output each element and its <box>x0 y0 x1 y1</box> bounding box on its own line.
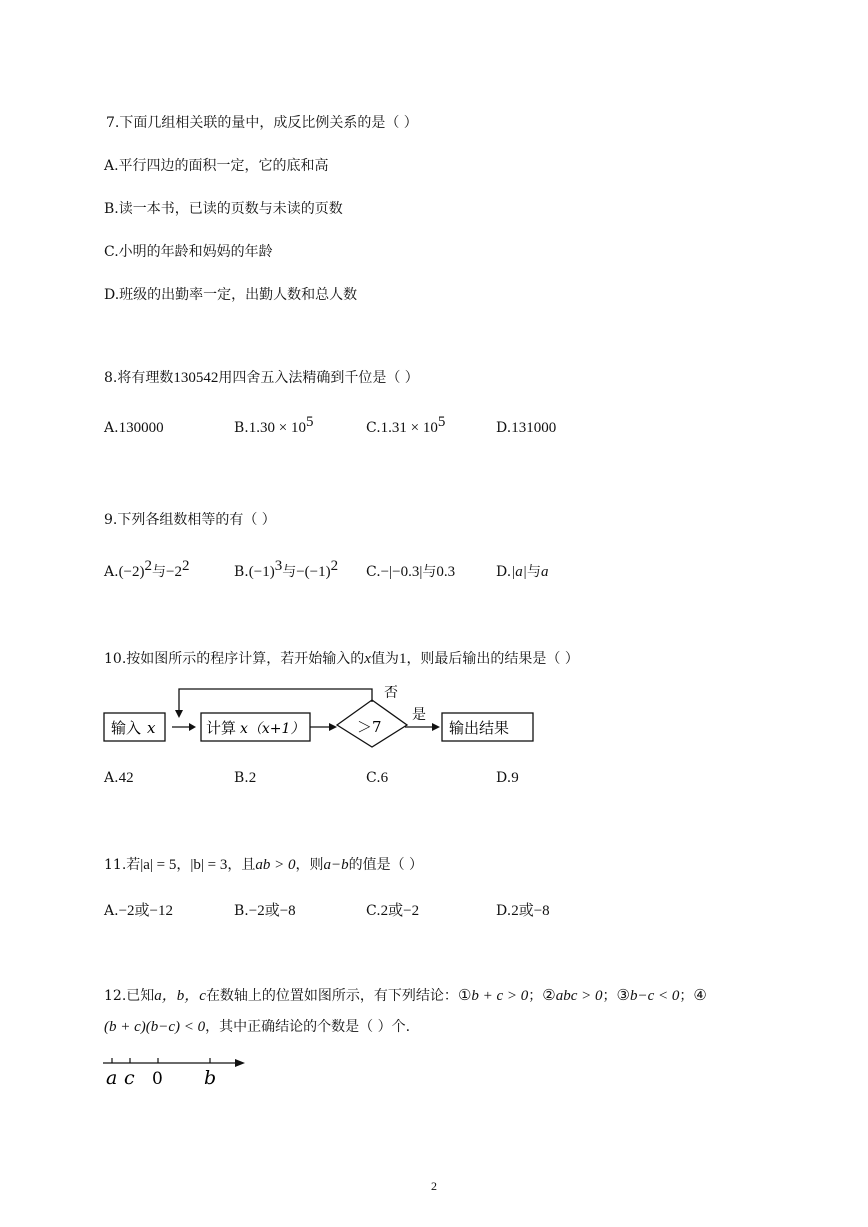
option-label: B. <box>234 420 249 436</box>
option-label: A. <box>104 420 119 436</box>
q11-stem-post: 的值是（ ） <box>348 857 424 873</box>
option-value: 131000 <box>511 420 557 436</box>
q11-option-c <box>366 899 419 920</box>
q10-option-d <box>496 770 519 787</box>
option-label: B. <box>234 564 249 580</box>
flow-arrowhead-1 <box>189 723 196 731</box>
exponent: 2 <box>144 558 153 574</box>
expr: (−1) <box>248 564 275 580</box>
option-label: C. <box>366 770 381 786</box>
q11-stem-pre: 11.若 <box>104 857 141 873</box>
expr: a <box>540 564 549 580</box>
label-a: a <box>106 1067 118 1089</box>
option-label: D. <box>496 770 512 786</box>
q8-option-d <box>496 420 556 437</box>
separator: ， <box>176 857 191 873</box>
loop-back-line <box>179 689 372 714</box>
conclusion-3: b−c < 0 <box>629 988 680 1004</box>
flow-output-text: 输出结果 <box>449 719 510 737</box>
q7-option-d: D.班级的出勤率一定，出勤人数和总人数 <box>104 287 358 303</box>
q7-stem: 7.下面几组相关联的量中，成反比例关系的是（ ） <box>106 115 418 131</box>
q10-stem-post: ，则最后输出的结果是（ ） <box>406 651 579 667</box>
flow-calc-text: 计算 <box>206 719 237 737</box>
exponent: 5 <box>305 414 314 430</box>
option-label: D. <box>496 420 512 436</box>
q12-stem-line1: 12.已知a，b，c在数轴上的位置如图所示，有下列结论：①b + c > 0；②abc > 0；③b−c < 0；④ <box>104 988 707 1004</box>
condition-3: ab > 0 <box>255 857 296 873</box>
expr: |a| <box>511 564 527 580</box>
option-value: 9 <box>511 770 519 786</box>
conclusion-2: abc > 0 <box>555 988 603 1004</box>
q11-stem <box>104 854 423 874</box>
expr: 0.3 <box>436 564 456 580</box>
condition-2: |b| = 3 <box>190 857 228 873</box>
option-value: 1.30 × 10 <box>248 420 306 436</box>
q8-option-b <box>234 414 314 437</box>
flow-condition-text: ＞7 <box>357 718 382 736</box>
conclusion-4: (b + c)(b−c) < 0 <box>104 1019 206 1035</box>
flow-yes-label: 是 <box>412 707 426 723</box>
q12-stem-line2 <box>104 1016 410 1036</box>
flow-arrowhead-2 <box>329 723 337 731</box>
flow-input-text: 输入 <box>111 719 142 737</box>
q8-stem-pre: 8.将有理数 <box>104 370 174 386</box>
option-value: 130000 <box>118 420 164 436</box>
flow-input-var: x <box>147 719 156 737</box>
q10-stem-mid: 值为 <box>370 651 399 667</box>
option-label: D. <box>496 564 512 580</box>
number: 1 <box>398 651 407 667</box>
variable: x <box>364 651 371 667</box>
conclusion-2-marker: ② <box>542 988 556 1004</box>
expression: a−b <box>323 857 349 873</box>
q11-option-d <box>496 899 550 920</box>
q8-stem <box>104 367 419 387</box>
expr: (−2) <box>118 564 145 580</box>
connector: 与 <box>282 564 297 580</box>
label-b: b <box>204 1067 217 1089</box>
connector: 与 <box>526 564 541 580</box>
exponent: 3 <box>274 558 283 574</box>
conclusion-3-marker: ③ <box>616 988 630 1004</box>
option-label: B. <box>234 770 249 786</box>
label-c: c <box>124 1067 135 1089</box>
conclusion-1: b + c > 0 <box>471 988 529 1004</box>
expr: −|−0.3| <box>380 564 423 580</box>
q7-option-c: C.小明的年龄和妈妈的年龄 <box>104 244 273 260</box>
option-label: A. <box>104 770 119 786</box>
exponent: 2 <box>181 558 190 574</box>
q12-stem-mid: 在数轴上的位置如图所示，有下列结论： <box>205 988 458 1004</box>
flow-no-label: 否 <box>384 685 398 701</box>
q7-option-a: A.平行四边的面积一定，它的底和高 <box>104 158 329 174</box>
condition-1: |a| = 5 <box>140 857 177 873</box>
option-value: 2 <box>248 770 257 786</box>
expr: −2 <box>166 564 182 580</box>
option-value: 2或−2 <box>380 903 420 919</box>
connector: 与 <box>152 564 167 580</box>
q9-stem: 9.下列各组数相等的有（ ） <box>104 512 276 528</box>
q10-option-c <box>366 770 388 787</box>
separator: ，则 <box>295 857 324 873</box>
q7-option-b: B.读一本书，已读的页数与未读的页数 <box>104 201 343 217</box>
q9-option-d <box>496 561 548 581</box>
option-value: 6 <box>380 770 389 786</box>
page-number: 2 <box>431 1179 437 1193</box>
option-label: A. <box>104 564 119 580</box>
option-label: C. <box>366 420 381 436</box>
q8-option-a <box>104 420 164 437</box>
q12-number-line <box>100 1053 250 1089</box>
option-value: 1.31 × 10 <box>380 420 438 436</box>
q8-number: 130542 <box>173 370 219 386</box>
q10-flowchart <box>100 680 540 748</box>
label-zero: 0 <box>152 1069 163 1089</box>
option-value: −2或−12 <box>118 903 173 919</box>
q8-stem-post: 用四舍五入法精确到千位是（ ） <box>218 370 419 386</box>
option-label: C. <box>366 564 381 580</box>
flow-arrowhead-3 <box>432 723 440 731</box>
q11-option-b <box>234 899 296 920</box>
q10-stem <box>104 648 579 668</box>
q12-stem-post: ，其中正确结论的个数是（ ）个. <box>205 1019 411 1035</box>
axis-arrowhead <box>235 1059 245 1067</box>
flow-calc-expr: x（x+1） <box>240 721 305 737</box>
q9-option-a <box>104 558 190 581</box>
expr: −(−1) <box>296 564 331 580</box>
q8-option-c <box>366 414 446 437</box>
q10-option-a <box>104 770 134 787</box>
q10-stem-pre: 10.按如图所示的程序计算，若开始输入的 <box>104 651 365 667</box>
q12-stem-pre: 12.已知 <box>104 988 155 1004</box>
option-label: C. <box>366 903 381 919</box>
option-label: A. <box>104 903 119 919</box>
loop-arrowhead <box>175 710 183 718</box>
option-value: 42 <box>118 770 134 786</box>
conclusion-4-marker: ④ <box>693 988 707 1004</box>
exponent: 2 <box>330 558 339 574</box>
exponent: 5 <box>437 414 446 430</box>
q9-option-b <box>234 558 339 581</box>
option-value: −2或−8 <box>248 903 296 919</box>
conclusion-1-marker: ① <box>457 988 472 1004</box>
q10-option-b <box>234 770 256 787</box>
option-label: D. <box>496 903 512 919</box>
connector: 与 <box>422 564 437 580</box>
option-label: B. <box>234 903 249 919</box>
q11-option-a <box>104 899 173 920</box>
option-value: 2或−8 <box>511 903 550 919</box>
variables: a，b，c <box>154 988 206 1004</box>
q9-option-c <box>366 561 455 581</box>
separator: ，且 <box>227 857 256 873</box>
